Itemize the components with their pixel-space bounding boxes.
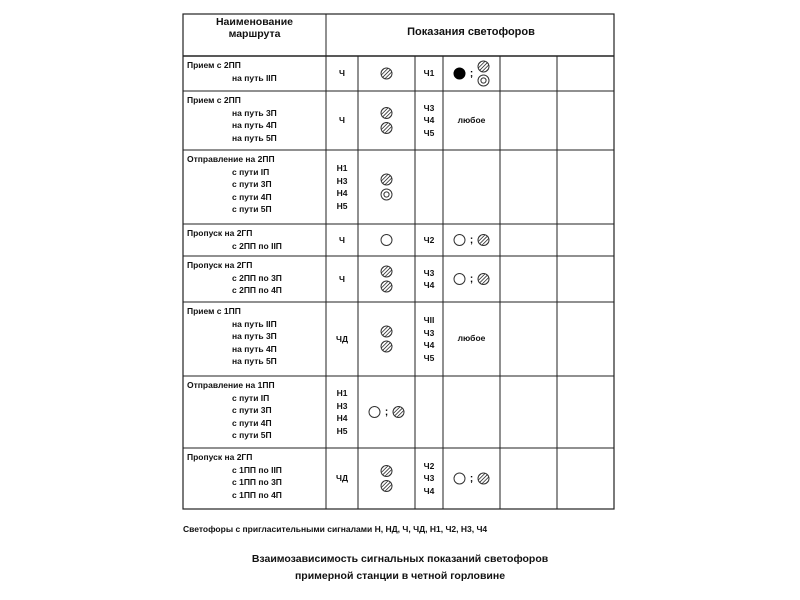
aspect-separator: ;: [469, 68, 474, 80]
signal-label: ЧII: [423, 315, 435, 325]
signal-label: Ч4: [423, 280, 435, 290]
signal-aspect-empty: [369, 407, 380, 418]
signal-aspect-hatched: [478, 473, 489, 484]
aspect-any-text: любое: [457, 333, 486, 343]
route-detail: на путь 3П: [232, 331, 277, 341]
aspect-separator: ;: [469, 473, 474, 485]
signal-label: Н5: [336, 200, 348, 211]
route-detail: с пути 5П: [232, 430, 272, 440]
signal-aspect-hatched: [381, 68, 392, 79]
route-detail: с 2ПП по IIП: [232, 240, 282, 251]
route-detail: с пути 5П: [232, 204, 272, 214]
route-detail: на путь 4П: [232, 343, 277, 354]
header-route: [183, 16, 326, 40]
signal-label: Ч3: [423, 102, 435, 113]
route-detail: с пути 3П: [232, 405, 272, 415]
signal-aspect-hatched: [381, 123, 392, 134]
aspect-filled-circle: [454, 68, 465, 79]
aspect-any-text: любое: [457, 114, 486, 125]
aspect-empty-circle: [454, 274, 465, 285]
signal-aspect-hatched: [381, 281, 392, 292]
signal-aspect-empty: [381, 235, 392, 246]
aspect-separator: ;: [384, 407, 389, 418]
signal-label: Н5: [336, 425, 348, 436]
signal-label: Н1: [336, 388, 348, 398]
signal-aspect-empty: [454, 473, 465, 484]
signal-label: Ч: [339, 273, 345, 284]
route-detail: на путь IIП: [232, 318, 277, 329]
route-detail: с пути 3П: [232, 179, 272, 189]
signal-label: Н3: [336, 400, 348, 411]
route-detail: с пути 4П: [232, 417, 272, 428]
route-detail: с 2ПП по 4П: [232, 285, 282, 295]
signal-label: Ч: [339, 234, 345, 245]
signal-label: Ч4: [423, 485, 435, 496]
signal-label: Ч4: [423, 115, 435, 126]
aspect-empty-circle: [381, 235, 392, 246]
signal-aspect-empty: [454, 274, 465, 285]
aspect-empty-circle: [454, 235, 465, 246]
signal-aspect-hatched: [381, 108, 392, 119]
route-detail: на путь 4П: [232, 120, 277, 130]
header-signals: Показания светофоров: [407, 26, 535, 38]
signal-label: Ч2: [423, 460, 435, 471]
header-route-line1: Наименование: [215, 16, 294, 28]
route-name: Прием с 2ПП: [187, 60, 241, 70]
signal-label: Ч3: [423, 327, 435, 338]
aspect-separator: ;: [469, 274, 474, 285]
route-name: Пропуск на 2ГП: [187, 260, 253, 270]
caption-title-line2: примерной станции в четной горловине: [294, 570, 506, 582]
route-detail: на путь IIП: [232, 72, 277, 83]
aspect-empty-circle: [369, 407, 380, 418]
signal-aspect-hatched: [381, 326, 392, 337]
route-detail: с пути 4П: [232, 191, 272, 202]
route-name: Пропуск на 2ГП: [187, 452, 253, 462]
signal-aspect-hatched: [381, 174, 392, 185]
signal-aspect-hatched: [381, 481, 392, 492]
route-detail: на путь 5П: [232, 132, 277, 143]
route-detail: на путь 5П: [232, 356, 277, 366]
signal-label: Н4: [336, 188, 348, 198]
signal-label: Ч2: [423, 234, 435, 245]
route-detail: с пути IП: [232, 392, 270, 403]
signal-label: Н3: [336, 175, 348, 186]
footnote: Светофоры с пригласительными сигналами Н, НД, Ч, ЧД, Н1, Ч2, Н3, Ч4: [183, 524, 488, 534]
route-detail: на путь 3П: [232, 107, 277, 118]
signal-aspect-hatched: [381, 266, 392, 277]
signal-label: Ч: [339, 68, 345, 79]
signal-label: Ч5: [423, 127, 435, 138]
caption-title-line1: Взаимозависимость сигнальных показаний светофоров: [251, 553, 549, 565]
signal-aspect-double: [478, 75, 489, 86]
signal-label: Ч4: [423, 340, 435, 350]
signal-aspect-double: [381, 189, 392, 200]
route-name: Отправление на 1ПП: [187, 380, 275, 390]
signal-aspect-hatched: [478, 61, 489, 72]
signal-aspect-hatched: [393, 407, 404, 418]
signal-label: ЧД: [335, 473, 349, 484]
signal-label: Ч5: [423, 352, 435, 363]
aspect-double-circle-inner: [481, 78, 486, 83]
signal-label: ЧД: [335, 333, 349, 344]
aspect-double-circle-inner: [384, 192, 389, 197]
route-name: Прием с 1ПП: [187, 306, 241, 316]
signal-aspect-hatched: [478, 274, 489, 285]
aspect-separator: ;: [469, 235, 474, 246]
header-route-line2: маршрута: [228, 28, 281, 40]
signal-label: Ч1: [423, 68, 435, 79]
signal-label: Ч3: [423, 267, 435, 278]
signal-label: Ч3: [423, 473, 435, 484]
route-detail: с 2ПП по 3П: [232, 272, 282, 283]
signal-label: Н1: [336, 163, 348, 173]
aspect-empty-circle: [454, 473, 465, 484]
signal-label: Н4: [336, 413, 348, 423]
route-detail: с пути IП: [232, 166, 270, 177]
route-detail: с 1ПП по 3П: [232, 477, 282, 487]
signal-aspect-hatched: [478, 235, 489, 246]
signal-label: Ч: [339, 115, 345, 126]
route-name: Отправление на 2ПП: [187, 154, 275, 164]
route-detail: с 1ПП по IIП: [232, 464, 282, 475]
signal-aspect-filled: [454, 68, 465, 79]
signal-aspect-hatched: [381, 341, 392, 352]
signal-aspect-hatched: [381, 466, 392, 477]
signal-aspect-empty: [454, 235, 465, 246]
route-name: Прием с 2ПП: [187, 95, 241, 105]
route-name: Пропуск на 2ГП: [187, 228, 253, 238]
route-detail: с 1ПП по 4П: [232, 489, 282, 500]
